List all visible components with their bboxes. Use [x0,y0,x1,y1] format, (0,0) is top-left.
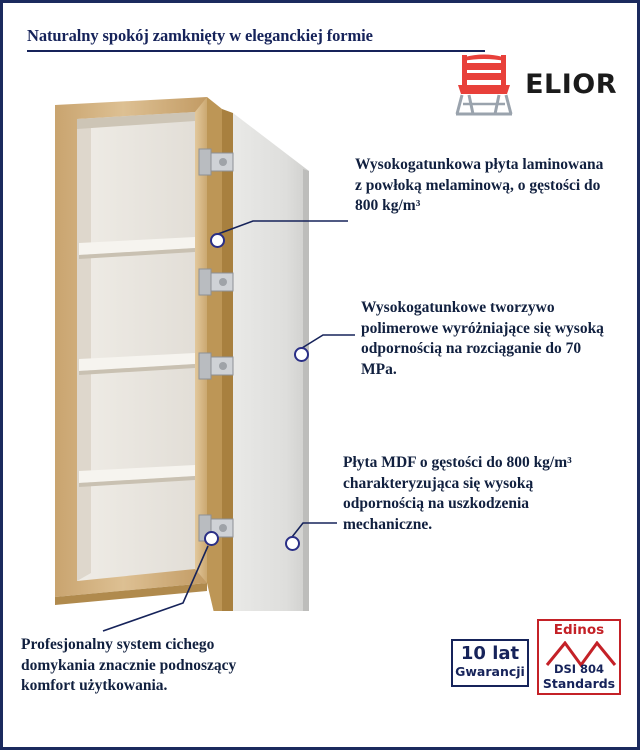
warranty-badge [451,639,529,687]
callout-text-polymer: Wysokogatunkowe tworzywo polimerowe wyróżniające się wysoką odpornością na rozciąganie do 70 MPa. [361,299,604,378]
wall-cabinet-open-door-illustration [47,91,317,611]
red-chair-icon [453,51,515,117]
callout-marker-3 [285,536,300,551]
page-title: Naturalny spokój zamknięty w eleganckiej formie [27,27,485,52]
brand-logo [453,51,617,117]
callout-marker-1 [210,233,225,248]
edinos-badge [537,619,621,695]
edinos-name: Edinos [553,622,605,638]
callout-marker-2 [294,347,309,362]
callout-text-laminate: Wysokogatunkowa płyta laminowana z powłoką melaminową, o gęstości do 800 kg/m³ [355,156,604,215]
brand-name: ELIOR [525,68,617,100]
callout-marker-4 [204,531,219,546]
edinos-code: DSI 804 [553,662,605,676]
callout-text-soft-close: Profesjonalny system cichego domykania znacznie podnoszący komfort użytkowania. [21,636,237,695]
callout-text-mdf: Płyta MDF o gęstości do 800 kg/m³ charakteryzująca się wysoką odpornością na uszkodzenia mechaniczne. [343,454,572,533]
edinos-standards: Standards [542,676,616,691]
warranty-years: 10 lat [460,643,520,664]
warranty-label: Gwarancji [455,663,525,679]
